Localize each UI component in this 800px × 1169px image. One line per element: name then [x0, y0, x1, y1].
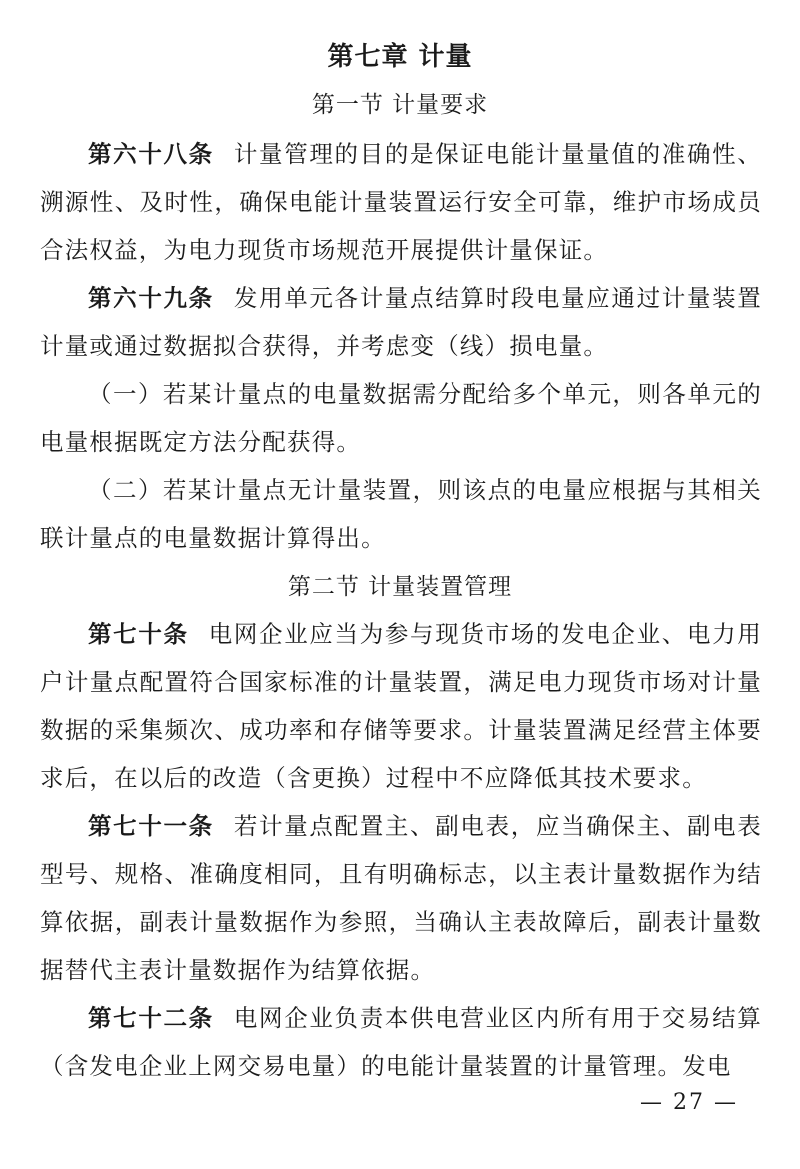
- article-72: [40, 994, 762, 1090]
- article-text: 计量管理的目的是保证电能计量量值的准确性、溯源性、及时性，确保电能计量装置运行安全可靠，维护市场成员合法权益，为电力现货市场规范开展提供计量保证。: [40, 140, 762, 264]
- article-70: [40, 610, 762, 802]
- clause-text: （一）若某计量点的电量数据需分配给多个单元，则各单元的电量根据既定方法分配获得。: [40, 380, 762, 456]
- article-71: [40, 802, 762, 994]
- page-number: — 27 —: [640, 1090, 738, 1115]
- article-number: 第六十九条: [88, 284, 214, 312]
- article-68: [40, 130, 762, 274]
- article-number: 第七十一条: [88, 812, 214, 840]
- clause-2: [40, 466, 762, 562]
- article-69: [40, 274, 762, 370]
- article-number: 第六十八条: [88, 140, 214, 168]
- article-text: 电网企业应当为参与现货市场的发电企业、电力用户计量点配置符合国家标准的计量装置，满足电力现货市场对计量数据的采集频次、成功率和存储等要求。计量装置满足经营主体要求后，在以后的改造（含更换）过程中不应降低其技术要求。: [40, 620, 762, 792]
- section-title-2: 第二节 计量装置管理: [287, 574, 513, 600]
- article-number: 第七十二条: [88, 1004, 214, 1032]
- article-text: 若计量点配置主、副电表，应当确保主、副电表型号、规格、准确度相同，且有明确标志，以主表计量数据作为结算依据，副表计量数据作为参照，当确认主表故障后，副表计量数据替代主表计量数据作为结算依据。: [40, 812, 762, 984]
- article-text: 电网企业负责本供电营业区内所有用于交易结算（含发电企业上网交易电量）的电能计量装置的计量管理。发电: [40, 1004, 762, 1080]
- article-number: 第七十条: [88, 620, 189, 648]
- chapter-title: 第七章 计量: [327, 42, 473, 72]
- article-text: 发用单元各计量点结算时段电量应通过计量装置计量或通过数据拟合获得，并考虑变（线）损电量。: [40, 284, 762, 360]
- section-title-1: 第一节 计量要求: [311, 92, 489, 118]
- clause-text: （二）若某计量点无计量装置，则该点的电量应根据与其相关联计量点的电量数据计算得出。: [40, 476, 762, 552]
- clause-1: [40, 370, 762, 466]
